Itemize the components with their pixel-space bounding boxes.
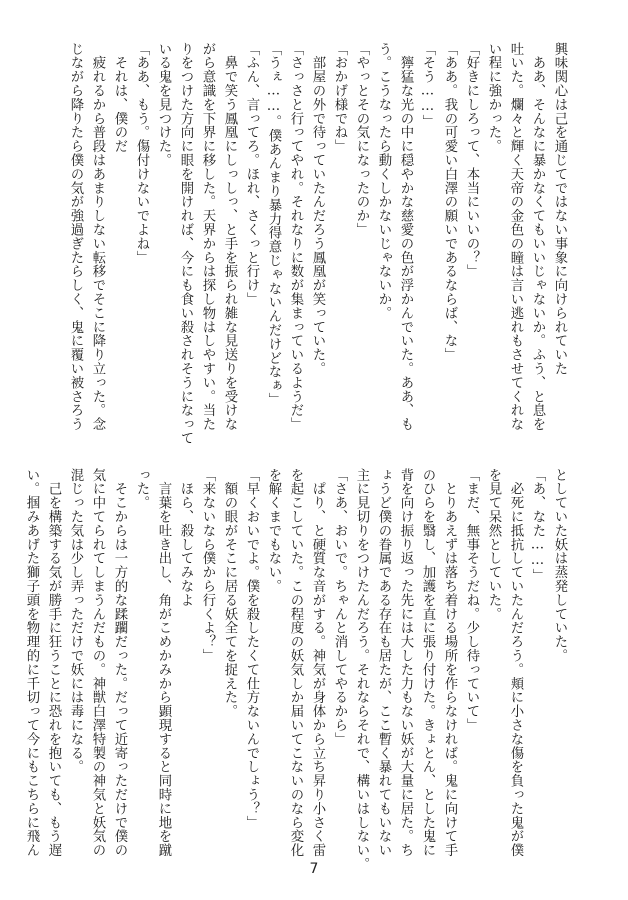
text-column: う。こうなったら動くしかないじゃないか。 bbox=[376, 42, 391, 320]
lower-text-block bbox=[24, 468, 570, 872]
text-column: 背を向け振り返った先には大した力もない妖が大量に居た。ち bbox=[398, 468, 413, 858]
text-column: 「あ、なた……」 bbox=[530, 468, 545, 583]
text-column: 混じった気は少し弄っただけで妖には毒になる。 bbox=[68, 468, 83, 774]
text-column: じながら降りたら僕の気が強過ぎたらしく、鬼に覆い被さろう bbox=[68, 42, 83, 432]
text-column: 「そう……」 bbox=[420, 42, 435, 129]
text-column: 主に見切りをつけたんだろう。それならそれで、構いはしない。 bbox=[354, 468, 369, 872]
text-column: 「来ないなら僕から行くよ？」 bbox=[200, 468, 215, 663]
text-column: 「まだ、無事そうだね。少し待っていて」 bbox=[464, 468, 479, 733]
text-column: 己を構築する気が勝手に狂うことに恐れを抱いても、もう遅 bbox=[46, 468, 61, 858]
text-column: 気に中てられてしまうんだもの。神獣白澤特製の神気と妖気の bbox=[90, 468, 105, 858]
text-column: 「さっさと行ってやれ。それなりに数が集まっているようだ」 bbox=[288, 42, 303, 432]
page-number: 7 bbox=[309, 861, 319, 877]
text-column: 言葉を吐き出し、角がこめかみから顕現すると同時に地を蹴 bbox=[156, 468, 171, 858]
text-column: ぱり、と硬質な音がする。神気が身体から立ち昇り小さく雷 bbox=[310, 468, 325, 858]
text-column: 額の眼がそこに居る妖全てを捉えた。 bbox=[222, 468, 237, 719]
text-column: ほら、殺してみなよ bbox=[178, 468, 193, 607]
text-column: がら意識を下界に移した。天界からは探し物はしやすい。当た bbox=[200, 42, 215, 432]
text-column: 「やっとその気になったのか」 bbox=[354, 42, 369, 237]
text-column: ょうど僕の眷属である存在も居たが、ここ暫く暴れてもいない bbox=[376, 468, 391, 858]
text-column: いる鬼を見つけた。 bbox=[156, 42, 171, 168]
text-column: 吐いた。爛々と輝く天帝の金色の瞳は言い逃れもさせてくれな bbox=[508, 42, 523, 432]
text-column: とりあえずは落ち着ける場所を作らなければ。鬼に向けて手 bbox=[442, 468, 457, 858]
text-column: 鼻で笑う鳳凰にしっしっ、と手を振られ雑な見送りを受けな bbox=[222, 42, 237, 432]
text-column: い。掴みあげた獅子頭を物理的に千切って今にもこちらに飛ん bbox=[24, 468, 39, 858]
text-column: それは、僕のだ bbox=[112, 42, 127, 154]
text-column: 「おかげ様でね」 bbox=[332, 42, 347, 154]
text-column: い程に強かった。 bbox=[486, 42, 501, 154]
text-column: ああ、そんなに暴かなくてもいいじゃないか。ふう、と息を bbox=[530, 42, 545, 432]
text-column: 部屋の外で待っていたんだろう鳳凰が笑っていた。 bbox=[310, 42, 325, 376]
text-column: を解くまでもない。 bbox=[266, 468, 281, 594]
text-column: 「ああ。我の可愛い白澤の願いであるならば、な」 bbox=[442, 42, 457, 362]
text-column: 獰猛な光の中に穏やかな慈愛の色が浮かんでいた。ああ、も bbox=[398, 42, 413, 432]
text-column: 「早くおいでよ。僕を殺したくて仕方ないんでしょう？」 bbox=[244, 468, 259, 830]
upper-text-block bbox=[68, 42, 570, 446]
text-column: 「ああ、もう。傷付けないでよね」 bbox=[134, 42, 149, 265]
text-column: 興味関心は己を通じてではない事象に向けられていた bbox=[552, 42, 567, 376]
text-column: としていた妖は蒸発していた。 bbox=[552, 468, 567, 663]
text-column: 「ふん、言ってろ。ほれ、さくっと行け」 bbox=[244, 42, 259, 307]
text-column: りをつけた方向に眼を開ければ、今にも食い殺されそうになって bbox=[178, 42, 193, 446]
text-column: そこからは一方的な蹂躙だった。だって近寄っただけで僕の bbox=[112, 468, 127, 858]
text-column: のひらを翳し、加護を直に張り付けた。きょとん、とした鬼に bbox=[420, 468, 435, 858]
text-column: を見て呆然としていた。 bbox=[486, 468, 501, 621]
text-column: 「好きにしろって、本当にいいの？」 bbox=[464, 42, 479, 279]
text-column: 「さあ、おいで。ちゃんと消してやるから」 bbox=[332, 468, 347, 746]
text-column: を起こしていた。この程度の妖気しか届いてこないのなら変化 bbox=[288, 468, 303, 858]
text-column: 「うぇ……。僕あんまり暴力得意じゃないんだけどなぁ」 bbox=[266, 42, 281, 407]
text-column: 疲れるから普段はあまりしない転移でそこに降り立った。念 bbox=[90, 42, 105, 432]
text-column: った。 bbox=[134, 468, 149, 510]
text-column: 必死に抵抗していたんだろう。頬に小さな傷を負った鬼が僕 bbox=[508, 468, 523, 858]
